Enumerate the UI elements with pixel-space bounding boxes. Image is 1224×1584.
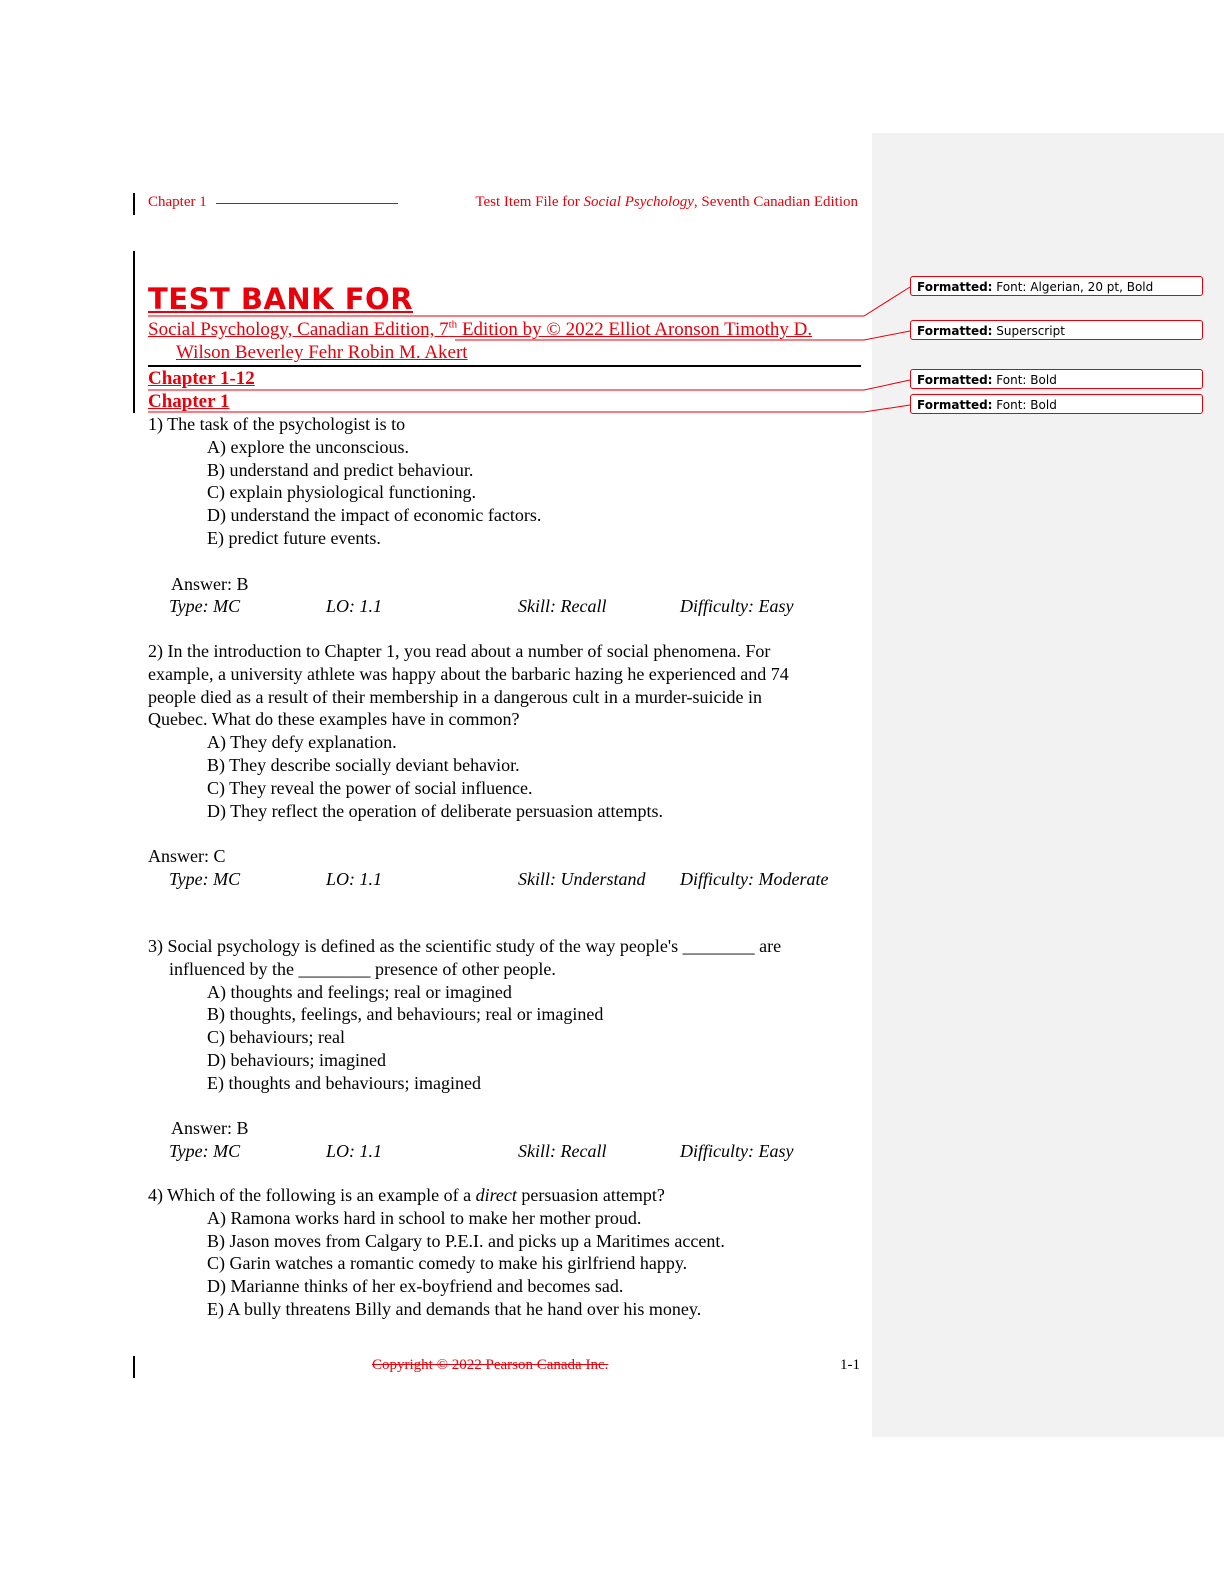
page-number: 1-1 <box>840 1357 860 1373</box>
book-title: Social Psychology, Canadian Edition, 7th Edition by © 2022 Elliot Aronson Timothy D. Wilson Beverley Fehr Robin M. Akert <box>148 318 813 363</box>
question-stem: 4) Which of the following is an example of a direct persuasion attempt? <box>148 1185 665 1205</box>
title-rule <box>148 365 861 367</box>
answer-option: C) They reveal the power of social influence. <box>207 777 533 798</box>
change-bar <box>133 251 135 413</box>
answer-option: C) explain physiological functioning. <box>207 482 476 503</box>
meta-difficulty: Difficulty: Easy <box>680 596 794 617</box>
meta-type: Type: MC <box>169 1141 241 1162</box>
meta-skill: Skill: Recall <box>518 596 607 617</box>
question-3 <box>148 935 863 1163</box>
answer-option: B) understand and predict behaviour. <box>207 459 474 480</box>
question-metadata <box>148 1140 863 1163</box>
answer-option: D) understand the impact of economic factors. <box>207 505 542 526</box>
answer-option: A) They defy explanation. <box>207 732 397 753</box>
answer-key: Answer: B <box>171 573 249 594</box>
header-strike-line <box>216 203 398 204</box>
comment-connector <box>148 405 910 412</box>
answer-option: E) thoughts and behaviours; imagined <box>207 1072 481 1093</box>
answer-option: D) Marianne thinks of her ex-boyfriend and becomes sad. <box>207 1276 624 1297</box>
change-bar <box>133 193 135 215</box>
answer-option: A) explore the unconscious. <box>207 436 409 457</box>
answer-option: C) Garin watches a romantic comedy to make his girlfriend happy. <box>207 1253 688 1274</box>
question-stem-line: people died as a result of their membership in a dangerous cult in a murder-suicide in <box>148 686 762 707</box>
answer-option: C) behaviours; real <box>207 1027 345 1048</box>
comment-connector <box>148 380 910 390</box>
answer-key: Answer: C <box>148 846 226 867</box>
meta-lo: LO: 1.1 <box>326 1141 383 1162</box>
answer-option: D) They reflect the operation of deliberate persuasion attempts. <box>207 800 663 821</box>
answer-option: A) Ramona works hard in school to make her mother proud. <box>207 1207 642 1228</box>
format-comment-balloon[interactable]: Formatted: Font: Bold <box>910 394 1203 414</box>
question-1 <box>148 413 863 618</box>
answer-option: E) predict future events. <box>207 527 381 548</box>
meta-type: Type: MC <box>169 868 241 889</box>
header-title: Test Item File for Social Psychology, Seventh Canadian Edition <box>475 194 858 210</box>
meta-type: Type: MC <box>169 596 241 617</box>
answer-option: B) thoughts, feelings, and behaviours; real or imagined <box>207 1004 604 1025</box>
question-stem-line: example, a university athlete was happy about the barbaric hazing he experienced and 74 <box>148 663 789 684</box>
question-stem-line: 3) Social psychology is defined as the scientific study of the way people's ________ are <box>148 936 782 956</box>
meta-lo: LO: 1.1 <box>326 596 383 617</box>
question-metadata <box>148 868 863 891</box>
question-list <box>148 413 863 641</box>
change-bar <box>133 1356 135 1378</box>
header-chapter: Chapter 1 <box>148 194 207 210</box>
format-comment-balloon[interactable]: Formatted: Font: Bold <box>910 369 1203 389</box>
meta-skill: Skill: Understand <box>518 868 646 889</box>
question-stem-line: 2) In the introduction to Chapter 1, you read about a number of social phenomena. For <box>148 641 771 661</box>
question-2-body <box>148 640 863 891</box>
question-stem-line: Quebec. What do these examples have in common? <box>148 709 520 730</box>
meta-skill: Skill: Recall <box>518 1141 607 1162</box>
answer-option: B) Jason moves from Calgary to P.E.I. and picks up a Maritimes accent. <box>207 1230 725 1251</box>
chapter-heading: Chapter 1 <box>148 391 230 412</box>
question-metadata <box>148 595 863 618</box>
page-footer <box>148 1357 860 1379</box>
chapters-range: Chapter 1-12 <box>148 368 255 389</box>
answer-option: E) A bully threatens Billy and demands that he hand over his money. <box>207 1298 702 1319</box>
format-comment-balloon[interactable]: Formatted: Font: Algerian, 20 pt, Bold <box>910 276 1203 296</box>
answer-key: Answer: B <box>171 1118 249 1139</box>
answer-option: D) behaviours; imagined <box>207 1049 386 1070</box>
meta-lo: LO: 1.1 <box>326 868 383 889</box>
meta-difficulty: Difficulty: Easy <box>680 1141 794 1162</box>
meta-difficulty: Difficulty: Moderate <box>680 868 829 889</box>
page-header <box>148 194 858 214</box>
format-comment-balloon[interactable]: Formatted: Superscript <box>910 320 1203 340</box>
answer-option: A) thoughts and feelings; real or imagined <box>207 981 512 1002</box>
answer-option: B) They describe socially deviant behavior. <box>207 754 520 775</box>
question-stem-line: influenced by the ________ presence of other people. <box>169 958 556 979</box>
question-4 <box>148 1184 863 1321</box>
question-stem: 1) The task of the psychologist is to <box>148 414 406 434</box>
document-title: TEST BANK FOR <box>148 282 414 316</box>
footer-copyright: Copyright © 2022 Pearson Canada Inc. <box>372 1357 609 1373</box>
